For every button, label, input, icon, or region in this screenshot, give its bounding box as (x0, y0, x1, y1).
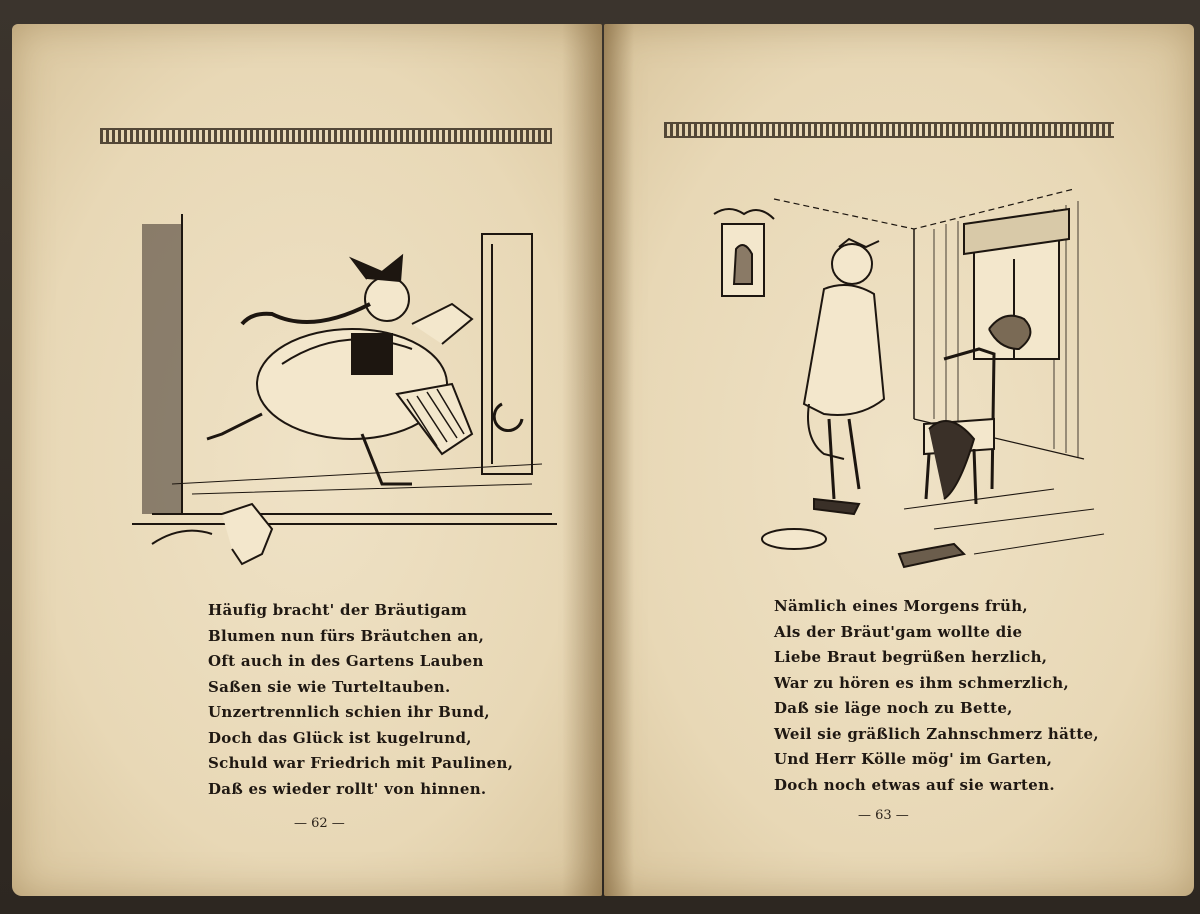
verse-line: Nämlich eines Morgens früh, (774, 597, 1028, 615)
verse-left (208, 598, 513, 802)
page-number-left: — 62 — (294, 816, 345, 831)
page-number-right: — 63 — (858, 808, 909, 823)
verse-line: Unzertrennlich schien ihr Bund, (208, 703, 490, 721)
left-page (12, 24, 602, 896)
girl-running-illustration (112, 184, 572, 574)
verse-right (774, 594, 1099, 798)
verse-line: Liebe Braut begrüßen herzlich, (774, 648, 1048, 666)
verse-line: Daß es wieder rollt' von hinnen. (208, 779, 487, 798)
verse-line: Blumen nun fürs Bräutchen an, (208, 626, 485, 645)
ornamental-border-right (664, 122, 1114, 138)
woman-toothache-illustration (674, 169, 1134, 579)
verse-line: Schuld war Friedrich mit Paulinen, (208, 754, 514, 772)
verse-line: Saßen sie wie Turteltauben. (208, 677, 451, 696)
verse-line: War zu hören es ihm schmerzlich, (774, 673, 1070, 692)
verse-line: Und Herr Kölle mög' im Garten, (774, 750, 1053, 768)
verse-line: Als der Bräut'gam wollte die (774, 622, 1023, 641)
right-page (604, 24, 1194, 896)
verse-line: Daß sie läge noch zu Bette, (774, 699, 1013, 717)
ornamental-border-left (100, 128, 552, 144)
verse-line: Weil sie gräßlich Zahnschmerz hätte, (774, 724, 1099, 743)
verse-line: Doch das Glück ist kugelrund, (208, 728, 472, 747)
verse-line: Häufig bracht' der Bräutigam (208, 601, 468, 619)
verse-line: Doch noch etwas auf sie warten. (774, 775, 1055, 794)
verse-line: Oft auch in des Gartens Lauben (208, 652, 484, 670)
